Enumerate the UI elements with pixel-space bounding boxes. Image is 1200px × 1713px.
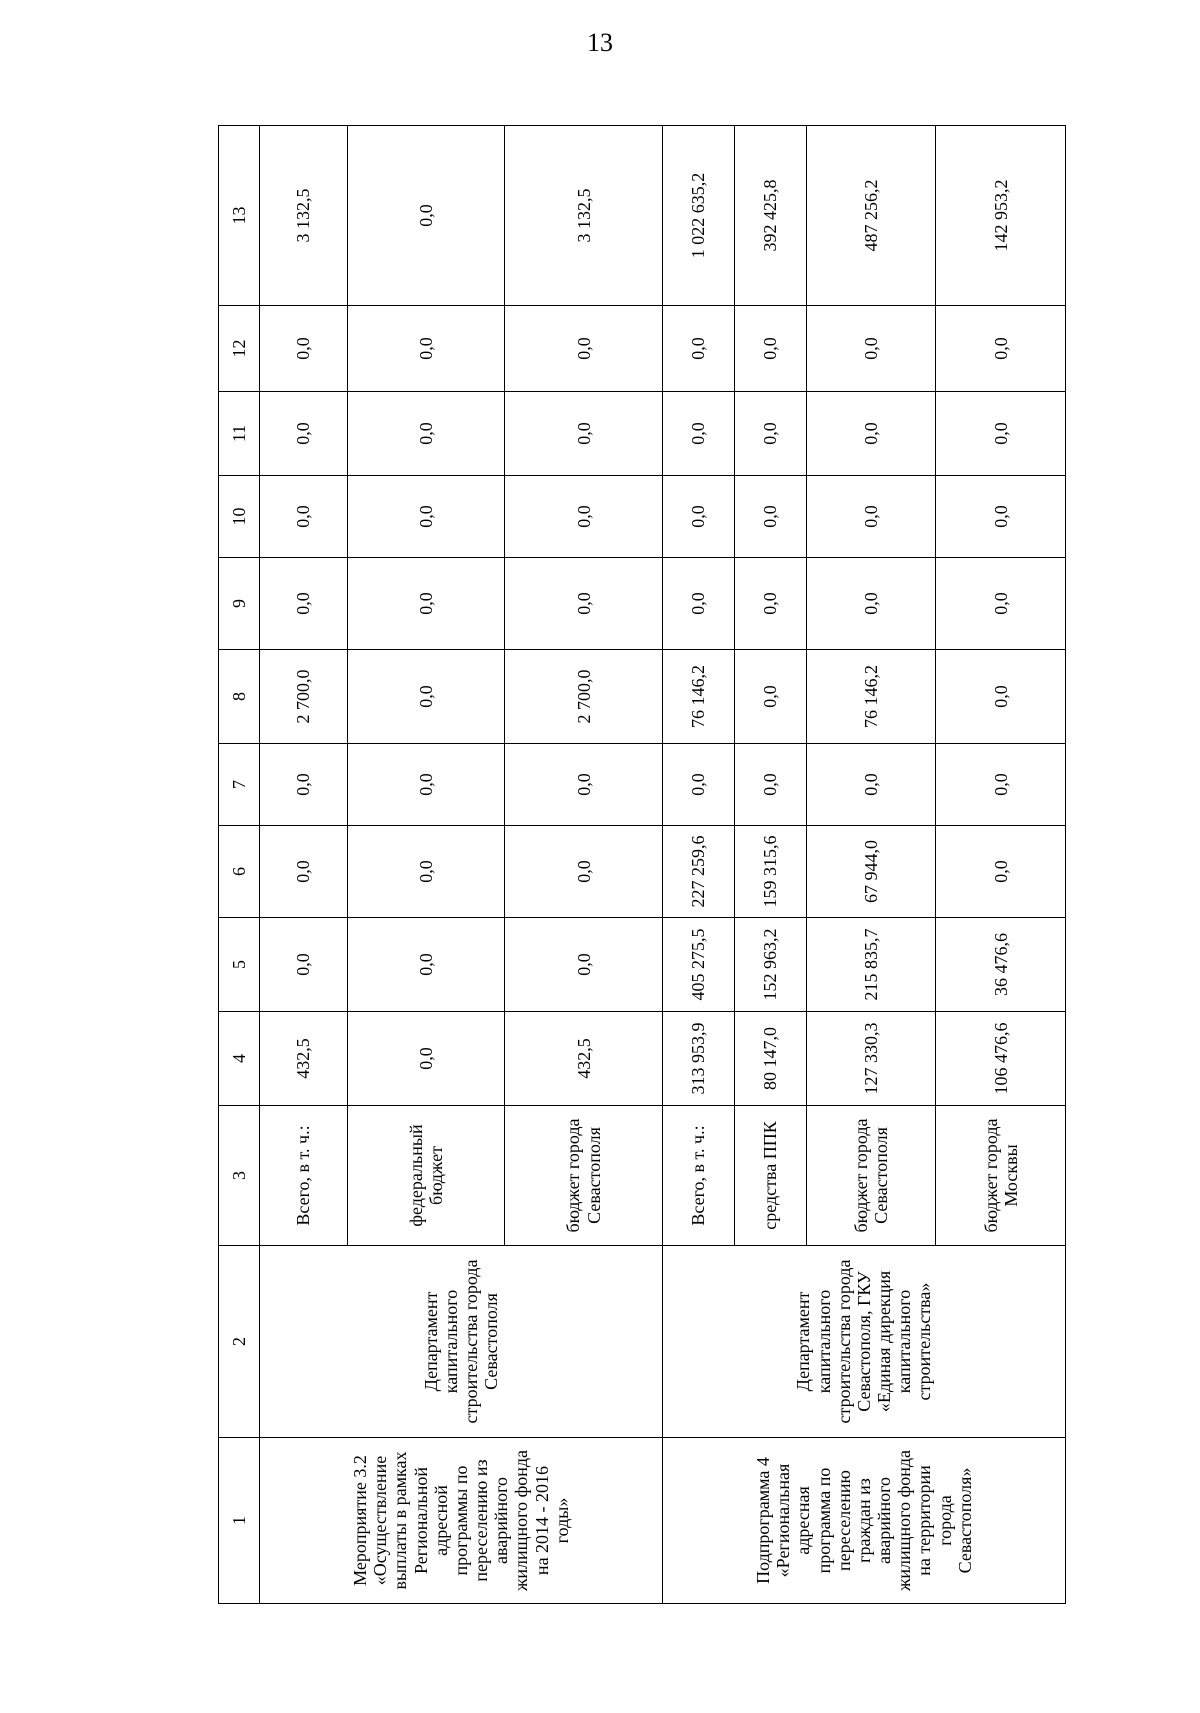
value-cell: 0,0	[734, 558, 806, 650]
value-cell: 2 700,0	[505, 650, 663, 744]
column-header: 9	[219, 558, 260, 650]
value-cell: 0,0	[734, 392, 806, 476]
column-header: 8	[219, 650, 260, 744]
value-cell: 0,0	[505, 558, 663, 650]
value-cell: 0,0	[936, 306, 1066, 392]
table-row	[260, 126, 348, 1604]
column-header: 5	[219, 918, 260, 1012]
value-cell: 0,0	[347, 558, 505, 650]
value-cell: 0,0	[806, 476, 936, 558]
funding-source-cell: федеральный бюджет	[347, 1106, 505, 1246]
executor-cell: Департамент капитального строительства города Севастополя	[260, 1246, 663, 1438]
value-cell: 106 476,6	[936, 1012, 1066, 1106]
value-cell: 0,0	[936, 650, 1066, 744]
value-cell: 0,0	[347, 476, 505, 558]
table-row	[662, 126, 734, 1604]
value-cell: 0,0	[936, 826, 1066, 918]
value-cell: 0,0	[806, 392, 936, 476]
value-cell: 0,0	[505, 744, 663, 826]
funding-source-cell: бюджет города Москвы	[936, 1106, 1066, 1246]
column-header: 12	[219, 306, 260, 392]
value-cell: 0,0	[347, 650, 505, 744]
value-cell: 0,0	[662, 744, 734, 826]
total-cell: 487 256,2	[806, 126, 936, 306]
value-cell: 159 315,6	[734, 826, 806, 918]
funding-source-cell: Всего, в т. ч.:	[260, 1106, 348, 1246]
column-header: 3	[219, 1106, 260, 1246]
value-cell: 0,0	[505, 392, 663, 476]
column-header: 11	[219, 392, 260, 476]
value-cell: 0,0	[734, 476, 806, 558]
value-cell: 0,0	[260, 826, 348, 918]
column-header: 2	[219, 1246, 260, 1438]
value-cell: 313 953,9	[662, 1012, 734, 1106]
column-header: 7	[219, 744, 260, 826]
column-number-row	[219, 126, 260, 1604]
financing-table	[218, 125, 1066, 1604]
value-cell: 0,0	[505, 826, 663, 918]
value-cell: 0,0	[936, 558, 1066, 650]
funding-source-cell: бюджет города Севастополя	[806, 1106, 936, 1246]
value-cell: 0,0	[347, 306, 505, 392]
total-cell: 3 132,5	[260, 126, 348, 306]
value-cell: 127 330,3	[806, 1012, 936, 1106]
value-cell: 0,0	[936, 392, 1066, 476]
total-cell: 0,0	[347, 126, 505, 306]
program-title-cell: Подпрограмма 4 «Региональная адресная программа по переселению граждан из аварийного жилищного фонда на территории города Севастополя»	[662, 1438, 1065, 1604]
value-cell: 36 476,6	[936, 918, 1066, 1012]
value-cell: 0,0	[260, 744, 348, 826]
value-cell: 215 835,7	[806, 918, 936, 1012]
value-cell: 0,0	[505, 476, 663, 558]
value-cell: 0,0	[260, 918, 348, 1012]
funding-source-cell: Всего, в т. ч.:	[662, 1106, 734, 1246]
value-cell: 67 944,0	[806, 826, 936, 918]
column-header: 10	[219, 476, 260, 558]
value-cell: 0,0	[260, 306, 348, 392]
total-cell: 142 953,2	[936, 126, 1066, 306]
value-cell: 0,0	[347, 1012, 505, 1106]
value-cell: 0,0	[662, 306, 734, 392]
executor-cell: Департамент капитального строительства города Севастополя, ГКУ «Единая дирекция капитального строительства»	[662, 1246, 1065, 1438]
value-cell: 0,0	[734, 744, 806, 826]
value-cell: 0,0	[936, 476, 1066, 558]
column-header: 1	[219, 1438, 260, 1604]
funding-source-cell: средства ППК	[734, 1106, 806, 1246]
value-cell: 0,0	[347, 918, 505, 1012]
column-header: 13	[219, 126, 260, 306]
value-cell: 0,0	[806, 306, 936, 392]
value-cell: 432,5	[260, 1012, 348, 1106]
value-cell: 0,0	[260, 392, 348, 476]
value-cell: 0,0	[806, 744, 936, 826]
value-cell: 0,0	[505, 306, 663, 392]
value-cell: 0,0	[734, 306, 806, 392]
value-cell: 0,0	[662, 476, 734, 558]
value-cell: 0,0	[806, 558, 936, 650]
value-cell: 0,0	[662, 392, 734, 476]
value-cell: 0,0	[347, 744, 505, 826]
total-cell: 392 425,8	[734, 126, 806, 306]
page-number: 13	[587, 28, 613, 57]
table-rotated-container	[218, 126, 1066, 1604]
value-cell: 0,0	[734, 650, 806, 744]
value-cell: 2 700,0	[260, 650, 348, 744]
value-cell: 0,0	[347, 826, 505, 918]
value-cell: 76 146,2	[806, 650, 936, 744]
value-cell: 76 146,2	[662, 650, 734, 744]
value-cell: 0,0	[936, 744, 1066, 826]
total-cell: 3 132,5	[505, 126, 663, 306]
value-cell: 80 147,0	[734, 1012, 806, 1106]
value-cell: 0,0	[505, 918, 663, 1012]
value-cell: 227 259,6	[662, 826, 734, 918]
total-cell: 1 022 635,2	[662, 126, 734, 306]
column-header: 4	[219, 1012, 260, 1106]
funding-source-cell: бюджет города Севастополя	[505, 1106, 663, 1246]
value-cell: 0,0	[662, 558, 734, 650]
value-cell: 0,0	[260, 558, 348, 650]
program-title-cell: Мероприятие 3.2 «Осуществление выплаты в рамках Региональной адресной программы по переселению из аварийного жилищного фонда на 2014 - 2016 годы»	[260, 1438, 663, 1604]
value-cell: 405 275,5	[662, 918, 734, 1012]
value-cell: 0,0	[347, 392, 505, 476]
column-header: 6	[219, 826, 260, 918]
value-cell: 152 963,2	[734, 918, 806, 1012]
value-cell: 0,0	[260, 476, 348, 558]
value-cell: 432,5	[505, 1012, 663, 1106]
